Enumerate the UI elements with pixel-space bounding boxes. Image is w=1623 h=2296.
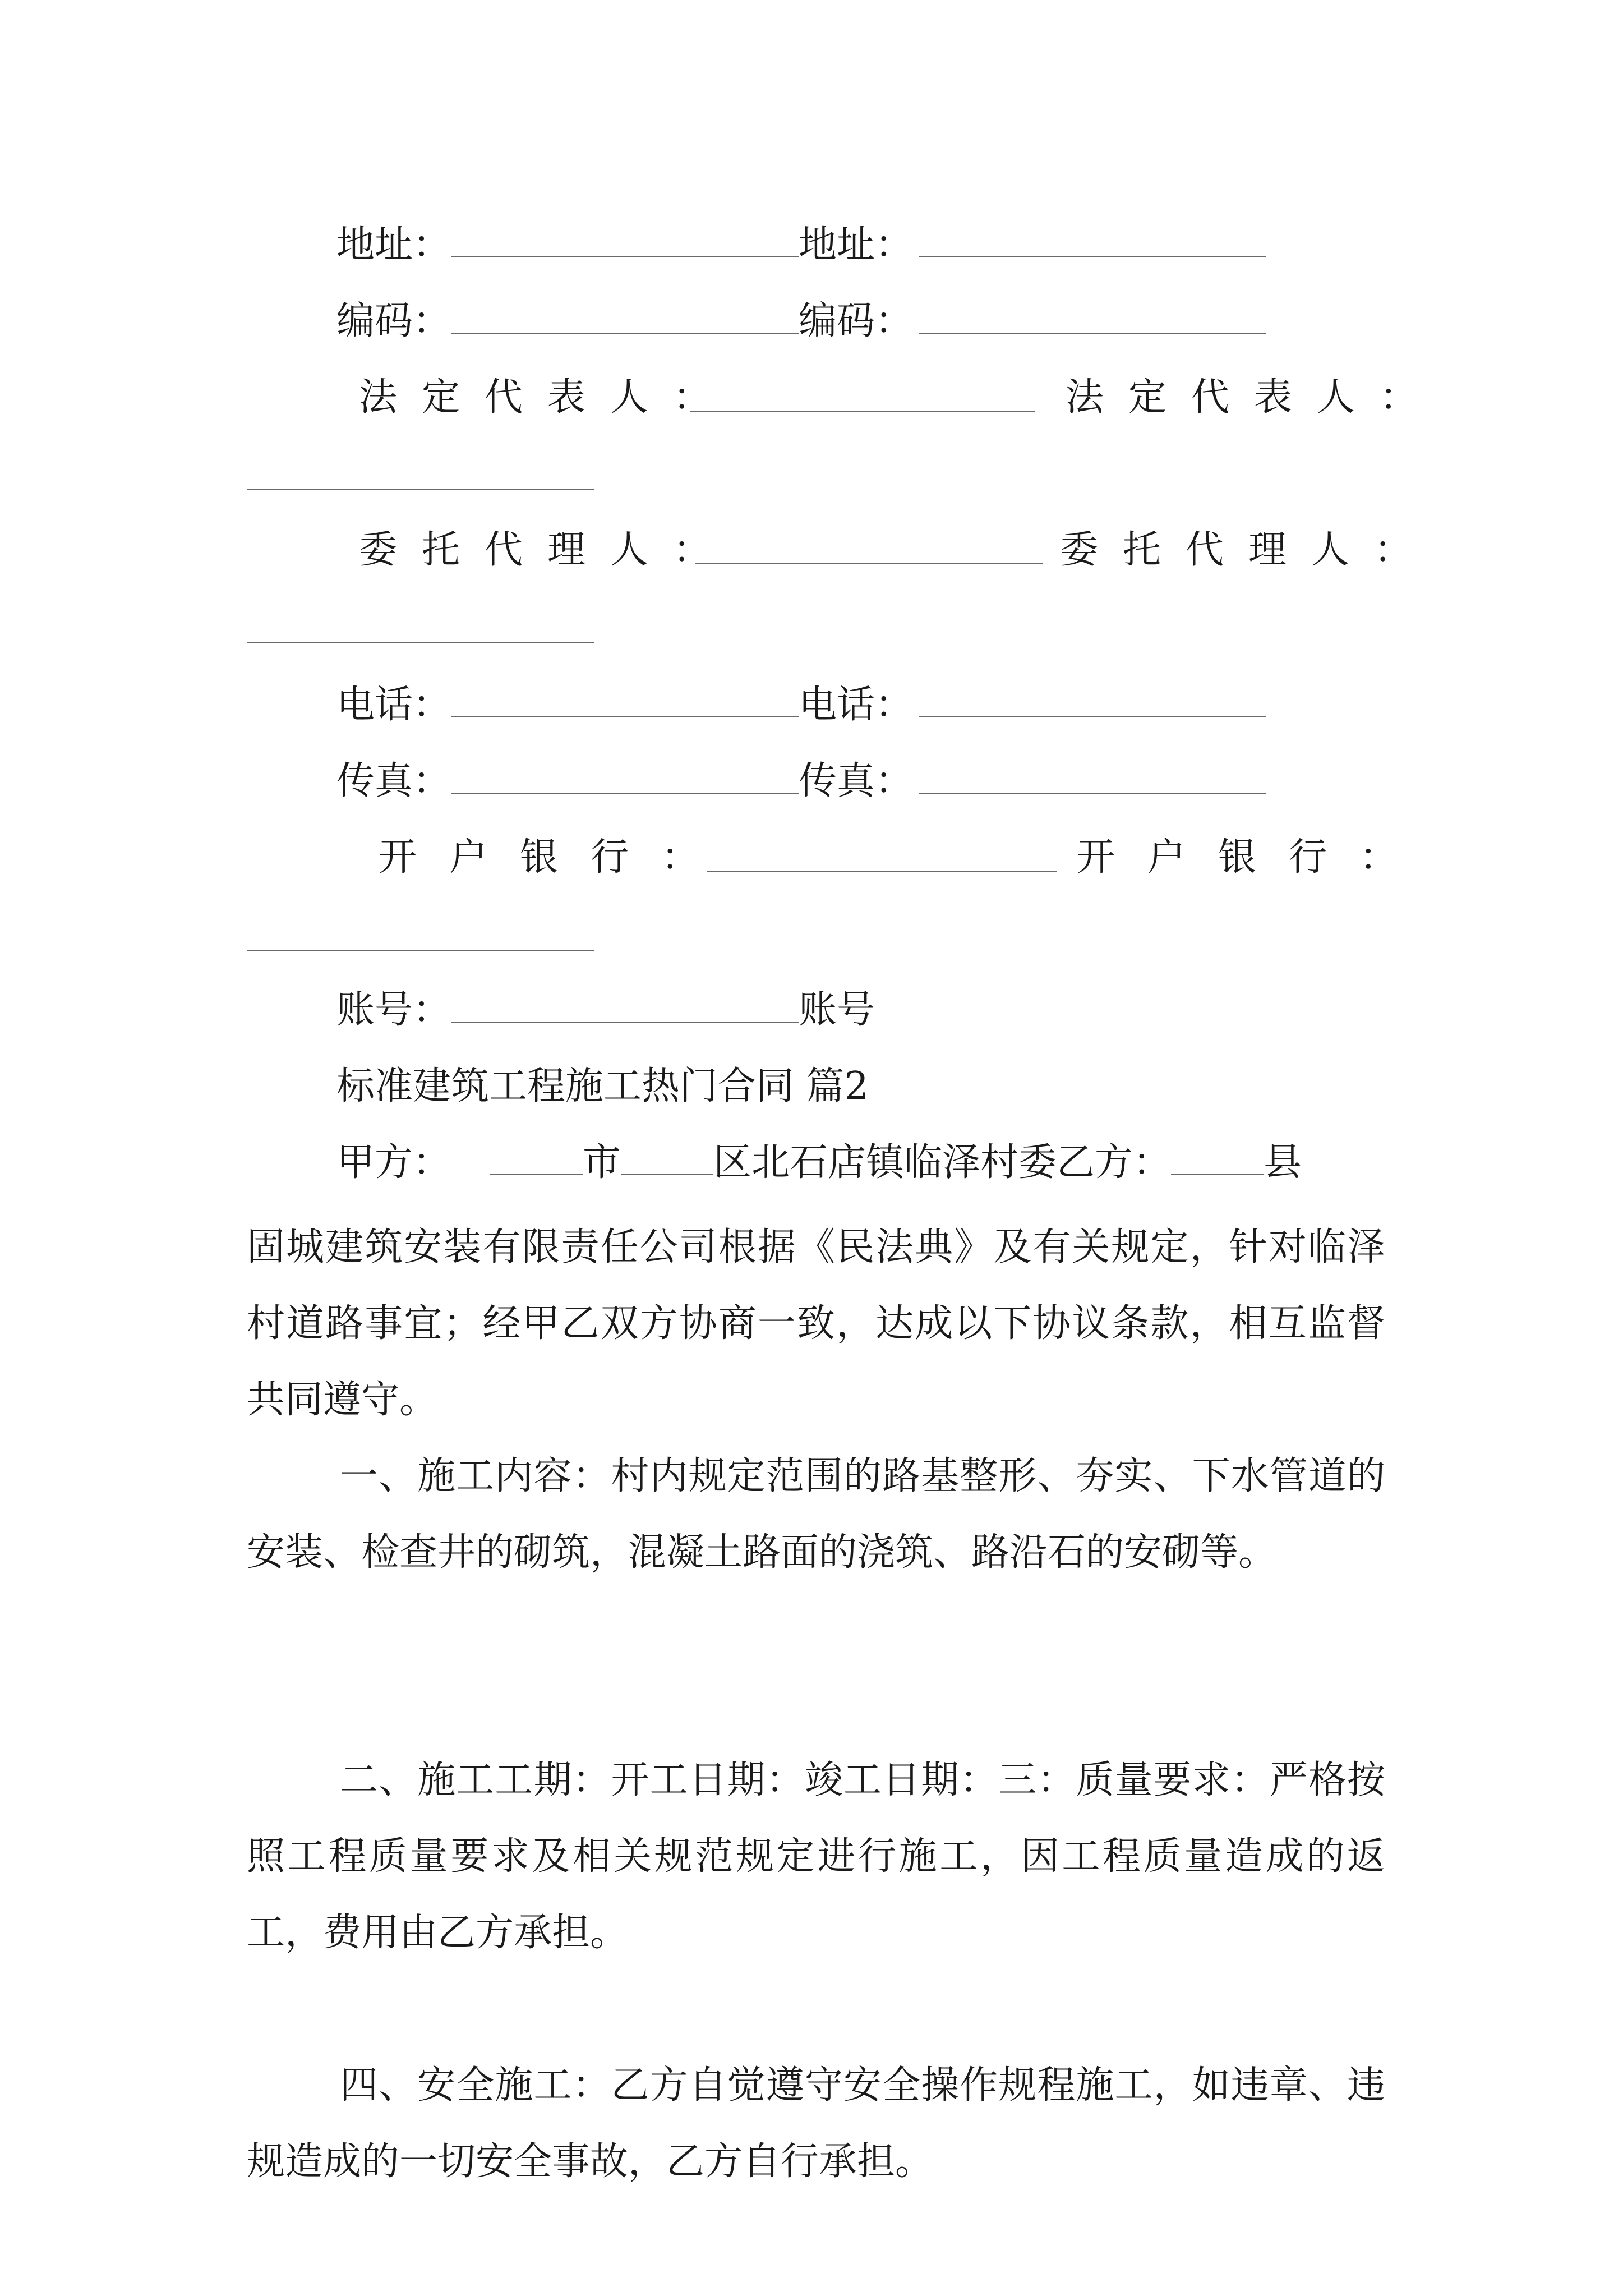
- agent-label-b: 委托代理人：: [1060, 528, 1437, 572]
- party-a-label: 甲方：: [336, 1140, 451, 1185]
- agent-blank-b: [247, 642, 594, 643]
- clause-1-text: 一、施工内容：村内规定范围的路基整形、夯实、下水管道的安装、检查井的砌筑，混凝土路面的浇筑、路沿石的安砌等。: [247, 1454, 1385, 1575]
- clause-schedule-quality: [247, 1742, 1385, 1971]
- phone-blank-a: [451, 685, 799, 717]
- phone-label-a: 电话：: [336, 683, 451, 727]
- city-text: 市: [583, 1140, 621, 1185]
- phone-row: [336, 680, 1266, 730]
- address-label-b: 地址：: [799, 223, 914, 267]
- fax-blank-b: [919, 761, 1266, 794]
- code-blank-b: [919, 301, 1266, 334]
- account-label-b: 账号: [799, 988, 875, 1032]
- account-label-a: 账号：: [336, 988, 451, 1032]
- agent-label-a: 委托代理人：: [359, 528, 736, 572]
- bank-blank-a: [707, 839, 1057, 872]
- fax-blank-a: [451, 761, 799, 794]
- code-label-a: 编码：: [336, 299, 451, 343]
- district-blank: [621, 1143, 713, 1175]
- fax-label-b: 传真：: [799, 759, 914, 803]
- address-blank-a: [451, 225, 799, 257]
- clause-safety: [247, 2047, 1385, 2200]
- code-label-b: 编码：: [799, 299, 914, 343]
- fax-row: [336, 756, 1266, 807]
- code-row: [336, 296, 1266, 347]
- phone-label-b: 电话：: [799, 683, 914, 727]
- agent-blank-a: [695, 532, 1043, 564]
- district-text: 区北石店镇临泽村委乙方：: [713, 1140, 1172, 1185]
- legal-rep-blank-b: [247, 489, 594, 490]
- clause-2-text: 二、施工工期：开工日期：竣工日期：三：质量要求：严格按照工程质量要求及相关规范规定进行施工，因工程质量造成的返工，费用由乙方承担。: [247, 1758, 1385, 1955]
- legal-rep-blank-a: [690, 379, 1035, 412]
- bank-blank-b: [247, 950, 594, 951]
- preamble-first-line: [336, 1138, 1302, 1188]
- account-row: [336, 985, 875, 1036]
- bank-label-a: 开户银行：: [379, 835, 732, 880]
- clause-construction-content: [247, 1438, 1385, 1591]
- code-blank-a: [451, 301, 799, 334]
- city-blank: [490, 1143, 583, 1175]
- clause-3-text: 四、安全施工：乙方自觉遵守安全操作规程施工，如违章、违规造成的一切安全事故，乙方自行承担。: [247, 2063, 1385, 2184]
- address-blank-b: [919, 225, 1266, 257]
- address-row: [336, 220, 1266, 270]
- section-title: 标准建筑工程施工热门合同 篇2: [336, 1064, 869, 1108]
- fax-label-a: 传真：: [336, 759, 451, 803]
- legal-rep-label-a: 法定代表人：: [359, 375, 736, 420]
- phone-blank-b: [919, 685, 1266, 717]
- preamble-continuation: 固城建筑安装有限责任公司根据《民法典》及有关规定，针对临泽村道路事宜；经甲乙双方协商一致，达成以下协议条款，相互监督共同遵守。: [247, 1225, 1385, 1422]
- county-text: 县: [1264, 1140, 1302, 1185]
- address-label-a: 地址：: [336, 223, 451, 267]
- county-blank: [1171, 1143, 1264, 1175]
- account-blank-a: [451, 990, 799, 1023]
- legal-rep-label-b: 法定代表人：: [1066, 375, 1443, 420]
- bank-label-b: 开户银行：: [1077, 835, 1431, 880]
